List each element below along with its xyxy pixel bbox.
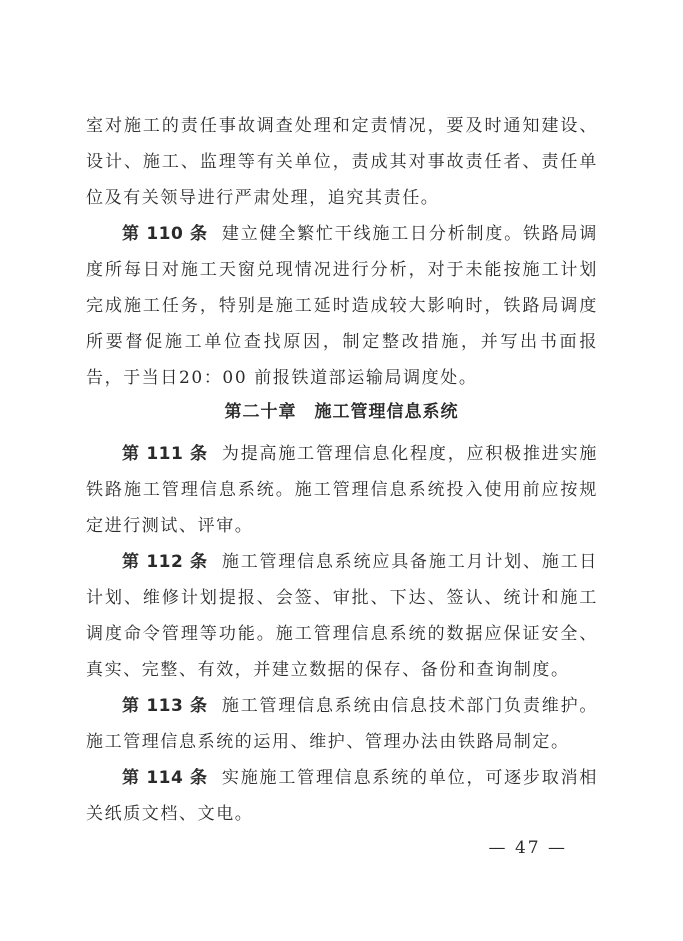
article-110-text: 建立健全繁忙干线施工日分析制度。铁路局调度所每日对施工天窗兑现情况进行分析，对于未能按施工计划完成施工任务，特别是施工延时造成较大影响时，铁路局调度所要督促施工单位查找原因，制定整改措施，并写出书面报告，于当日20：00 前报铁道部运输局调度处。 (86, 224, 598, 388)
article-111-text: 为提高施工管理信息化程度，应积极推进实施铁路施工管理信息系统。施工管理信息系统投入使用前应按规定进行测试、评审。 (86, 444, 598, 536)
continuation-paragraph: 室对施工的责任事故调查处理和定责情况，要及时通知建设、设计、施工、监理等有关单位，责成其对事故责任者、责任单位及有关领导进行严肃处理，追究其责任。 (86, 116, 598, 208)
article-113-number: 第 113 条 (122, 696, 208, 716)
page-number: — 47 — (488, 838, 567, 858)
chapter-title: 第二十章 施工管理信息系统 (224, 402, 459, 422)
article-111-number: 第 111 条 (122, 444, 208, 464)
article-111 (86, 436, 598, 544)
article-113-text: 施工管理信息系统由信息技术部门负责维护。施工管理信息系统的运用、维护、管理办法由铁路局制定。 (86, 696, 598, 752)
article-112-text: 施工管理信息系统应具备施工月计划、施工日计划、维修计划提报、会签、审批、下达、签认、统计和施工调度命令管理等功能。施工管理信息系统的数据应保证安全、真实、完整、有效，并建立数据的保存、备份和查询制度。 (86, 552, 598, 680)
article-112 (86, 544, 598, 688)
article-112-number: 第 112 条 (122, 552, 208, 572)
article-110 (86, 216, 598, 396)
article-113 (86, 688, 598, 760)
section-upper (86, 108, 598, 396)
article-110-number: 第 110 条 (122, 224, 208, 244)
section-lower (86, 436, 598, 832)
article-114-number: 第 114 条 (122, 768, 208, 788)
article-114 (86, 760, 598, 832)
article-114-text: 实施施工管理信息系统的单位，可逐步取消相关纸质文档、文电。 (86, 768, 598, 824)
